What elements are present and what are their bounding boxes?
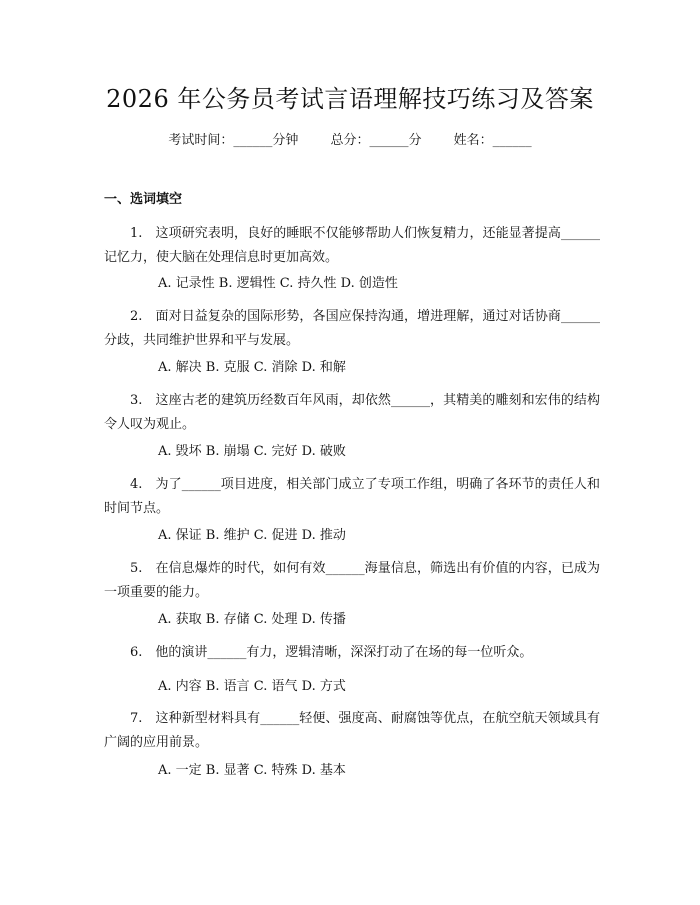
question-4-options: A. 保证 B. 维护 C. 促进 D. 推动 xyxy=(158,528,346,543)
question-6-options: A. 内容 B. 语言 C. 语气 D. 方式 xyxy=(158,679,346,694)
document-title: 2026 年公务员考试言语理解技巧练习及答案 xyxy=(106,85,594,113)
exam-time: 考试时间：______分钟 xyxy=(168,133,299,148)
name-field: 姓名：______ xyxy=(453,133,532,148)
question-3-options: A. 毁坏 B. 崩塌 C. 完好 D. 破败 xyxy=(158,444,346,459)
question-6: 6. 他的演讲______有力，逻辑清晰，深深打动了在场的每一位听众。 xyxy=(130,645,533,660)
question-2-options: A. 解决 B. 克服 C. 消除 D. 和解 xyxy=(158,360,346,375)
question-1: 1. 这项研究表明，良好的睡眠不仅能够帮助人们恢复精力，还能显著提高______记忆力，使大脑在处理信息时更加高效。 xyxy=(104,226,600,265)
question-2: 2. 面对日益复杂的国际形势，各国应保持沟通，增进理解，通过对话协商______分歧，共同维护世界和平与发展。 xyxy=(104,309,600,348)
section-title: 一、选词填空 xyxy=(104,192,183,207)
question-3: 3. 这座古老的建筑历经数百年风雨，却依然______，其精美的雕刻和宏伟的结构令人叹为观止。 xyxy=(104,393,600,432)
question-5: 5. 在信息爆炸的时代，如何有效______海量信息，筛选出有价值的内容，已成为一项重要的能力。 xyxy=(104,561,600,600)
exam-meta xyxy=(0,131,700,151)
question-7: 7. 这种新型材料具有______轻便、强度高、耐腐蚀等优点，在航空航天领域具有广阔的应用前景。 xyxy=(104,711,600,750)
question-7-options: A. 一定 B. 显著 C. 特殊 D. 基本 xyxy=(158,763,346,778)
question-5-options: A. 获取 B. 存储 C. 处理 D. 传播 xyxy=(158,612,346,627)
question-1-options: A. 记录性 B. 逻辑性 C. 持久性 D. 创造性 xyxy=(158,276,398,291)
question-4: 4. 为了______项目进度，相关部门成立了专项工作组，明确了各环节的责任人和时间节点。 xyxy=(104,477,600,516)
total-score: 总分：______分 xyxy=(330,133,422,148)
